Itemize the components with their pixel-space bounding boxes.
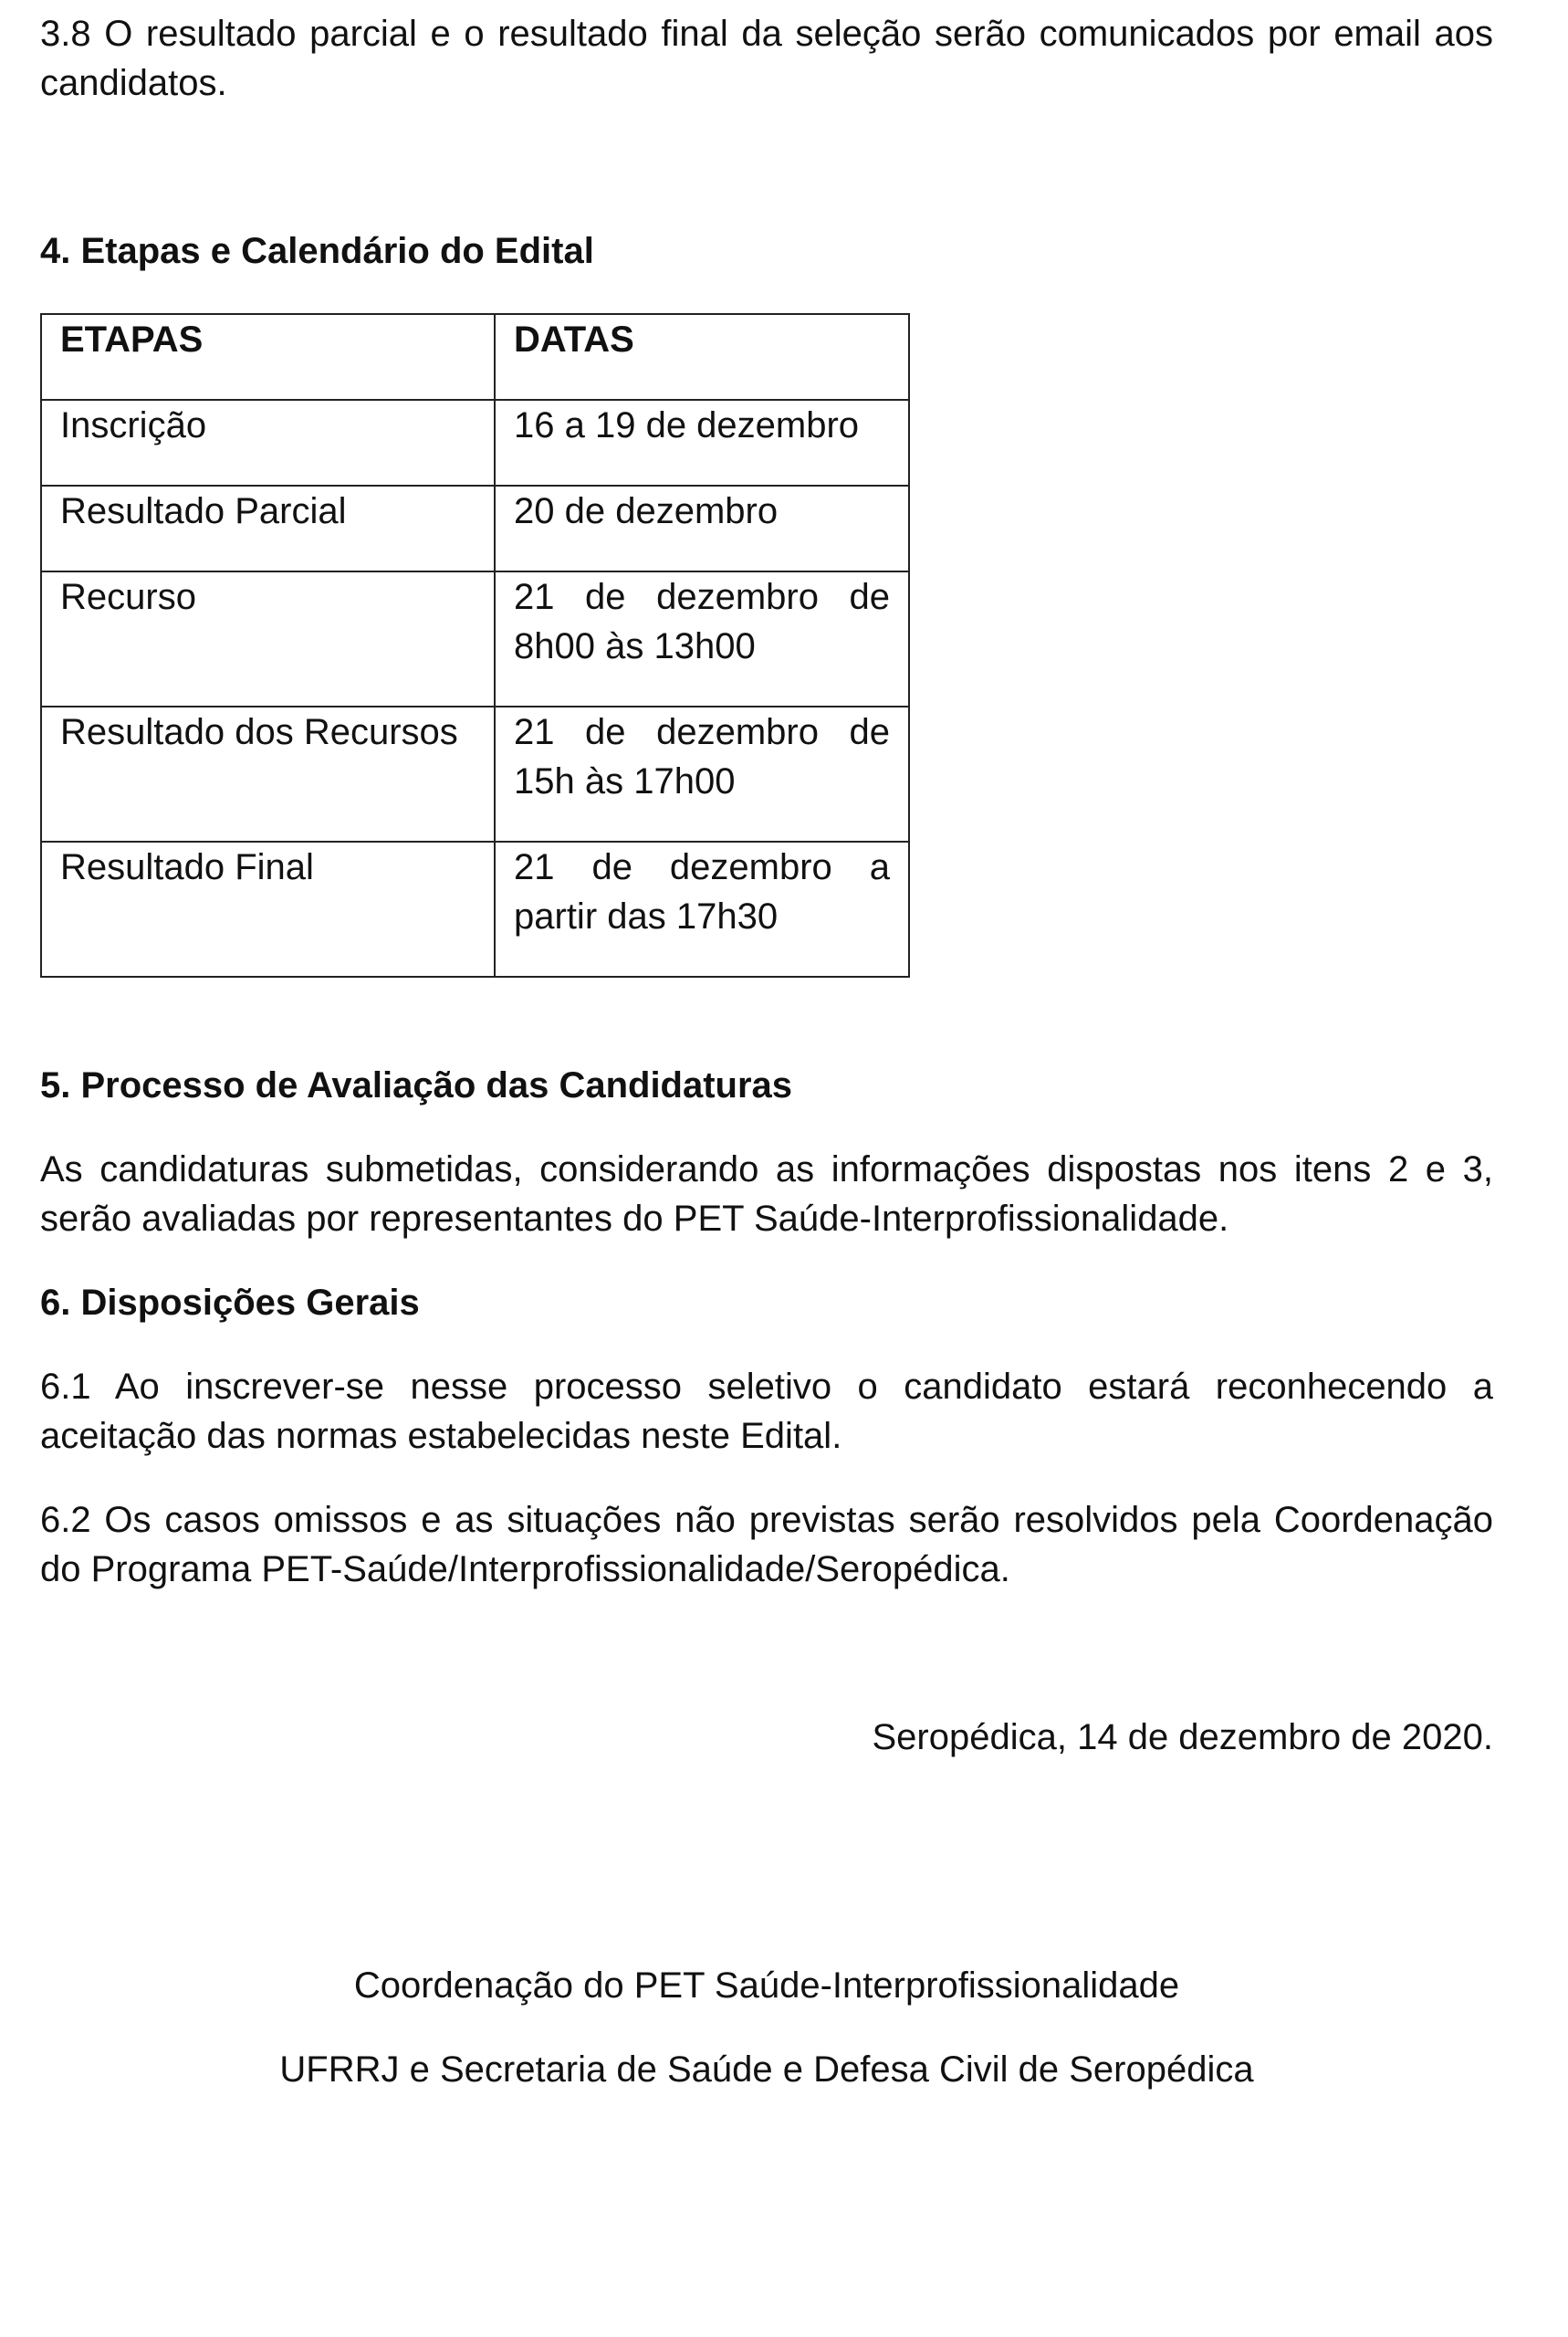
section-4-heading: 4. Etapas e Calendário do Edital: [40, 231, 594, 271]
table-row: [41, 707, 909, 842]
header-etapas: ETAPAS: [41, 314, 495, 400]
section-6-1-paragraph: 6.1 Ao inscrever-se nesse processo seletivo o candidato estará reconhecendo a aceitação das normas estabelecidas neste Edital.: [40, 1367, 1493, 1456]
table-row: [41, 842, 909, 977]
section-6-heading: 6. Disposições Gerais: [40, 1283, 420, 1323]
data-cell: 16 a 19 de dezembro: [495, 400, 909, 486]
data-cell: 21 de dezembro de 15h às 17h00: [495, 707, 909, 842]
etapa-cell: Inscrição: [41, 400, 495, 486]
etapa-cell: Resultado Parcial: [41, 486, 495, 571]
section-5-paragraph: As candidaturas submetidas, considerando as informações dispostas nos itens 2 e 3, serão avaliadas por representantes do PET Saúde-Interprofissionalidade.: [40, 1149, 1493, 1239]
etapa-cell: Resultado dos Recursos: [41, 707, 495, 842]
place-date: Seropédica, 14 de dezembro de 2020.: [872, 1717, 1493, 1757]
intro-paragraph: 3.8 O resultado parcial e o resultado final da seleção serão comunicados por email aos candidatos.: [40, 14, 1493, 103]
signature-line-2: UFRRJ e Secretaria de Saúde e Defesa Civil de Seropédica: [279, 2049, 1254, 2090]
table-header-row: [41, 314, 909, 400]
section-6-2-paragraph: 6.2 Os casos omissos e as situações não previstas serão resolvidos pela Coordenação do Programa PET-Saúde/Interprofissionalidade/Seropédica.: [40, 1500, 1493, 1589]
section-5-heading: 5. Processo de Avaliação das Candidaturas: [40, 1065, 793, 1106]
signature-line-1: Coordenação do PET Saúde-Interprofissionalidade: [353, 1965, 1180, 2006]
etapa-cell: Recurso: [41, 571, 495, 707]
table-row: [41, 400, 909, 486]
table-row: [41, 486, 909, 571]
data-cell: 21 de dezembro de 8h00 às 13h00: [495, 571, 909, 707]
schedule-table: [40, 313, 910, 978]
etapa-cell: Resultado Final: [41, 842, 495, 977]
data-cell: 20 de dezembro: [495, 486, 909, 571]
header-datas: DATAS: [495, 314, 909, 400]
data-cell: 21 de dezembro a partir das 17h30: [495, 842, 909, 977]
table-row: [41, 571, 909, 707]
